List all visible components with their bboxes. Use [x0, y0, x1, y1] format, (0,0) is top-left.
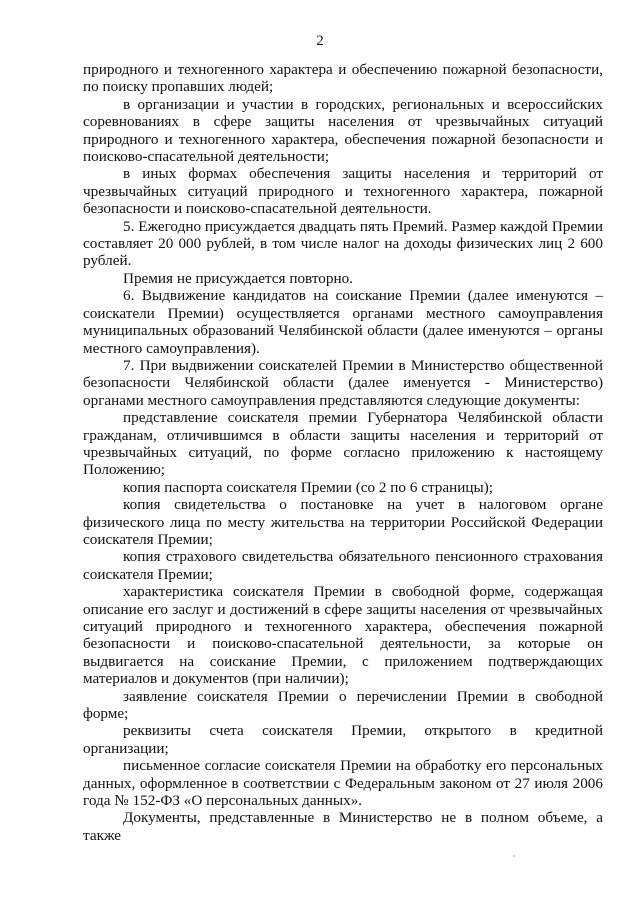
paragraph: копия страхового свидетельства обязательного пенсионного страхования соискателя Премии;	[83, 548, 603, 583]
paragraph: письменное согласие соискателя Премии на обработку его персональных данных, оформленное в соответствии с Федеральным законом от 27 июля 2006 года № 152-ФЗ «О персональных данных».	[83, 757, 603, 810]
paragraph: природного и техногенного характера и обеспечению пожарной безопасности, по поиску пропавших людей;	[83, 61, 603, 96]
paragraph: в организации и участии в городских, региональных и всероссийских соревнованиях в сфере защиты населения от чрезвычайных ситуаций природного и техногенного характера, обеспечения пожарной безопасности и поисково-спасательной деятельности;	[83, 95, 603, 166]
paragraph: копия паспорта соискателя Премии (со 2 по 6 страницы);	[123, 478, 493, 496]
paragraph: 5. Ежегодно присуждается двадцать пять Премий. Размер каждой Премии составляет 20 000 рублей, в том числе налог на доходы физических лиц 2 600 рублей.	[83, 217, 603, 270]
paragraph: копия свидетельства о постановке на учет в налоговом органе физического лица по месту жительства на территории Российской Федерации соискателя Премии;	[83, 496, 603, 548]
page-number: 2	[316, 33, 324, 49]
paragraph: заявление соискателя Премии о перечислении Премии в свободной форме;	[83, 687, 603, 723]
paragraph: 6. Выдвижение кандидатов на соискание Премии (далее именуются – соискатели Премии) осуществляется органами местного самоуправления муниципальных образований Челябинской области (далее именуются – органы местного самоуправления).	[83, 287, 603, 357]
document-body	[83, 61, 603, 844]
paragraph: реквизиты счета соискателя Премии, открытого в кредитной организации;	[83, 722, 603, 757]
paragraph: характеристика соискателя Премии в свободной форме, содержащая описание его заслуг и достижений в сфере защиты населения от чрезвычайных ситуаций природного и техногенного характера, обеспечения пожарной безопасности и поисково-спасательной деятельности, за которые он выдвигается на соискание Премии, с приложением подтверждающих материалов и документов (при наличии);	[83, 583, 603, 688]
paragraph: Документы, представленные в Министерство не в полном объеме, а также	[83, 809, 603, 844]
paragraph: представление соискателя премии Губернатора Челябинской области гражданам, отличившимся в области защиты населения и территорий от чрезвычайных ситуаций, по форме согласно приложению к настоящему Положению;	[83, 409, 603, 479]
scan-artifact-dot	[513, 855, 515, 857]
paragraph: Премия не присуждается повторно.	[123, 269, 353, 287]
paragraph: в иных формах обеспечения защиты населения и территорий от чрезвычайных ситуаций природного и техногенного характера, пожарной безопасности и поисково-спасательной деятельности.	[83, 165, 603, 218]
paragraph: 7. При выдвижении соискателей Премии в Министерство общественной безопасности Челябинской области (далее именуется - Министерство) органами местного самоуправления представляются следующие документы:	[83, 356, 603, 409]
